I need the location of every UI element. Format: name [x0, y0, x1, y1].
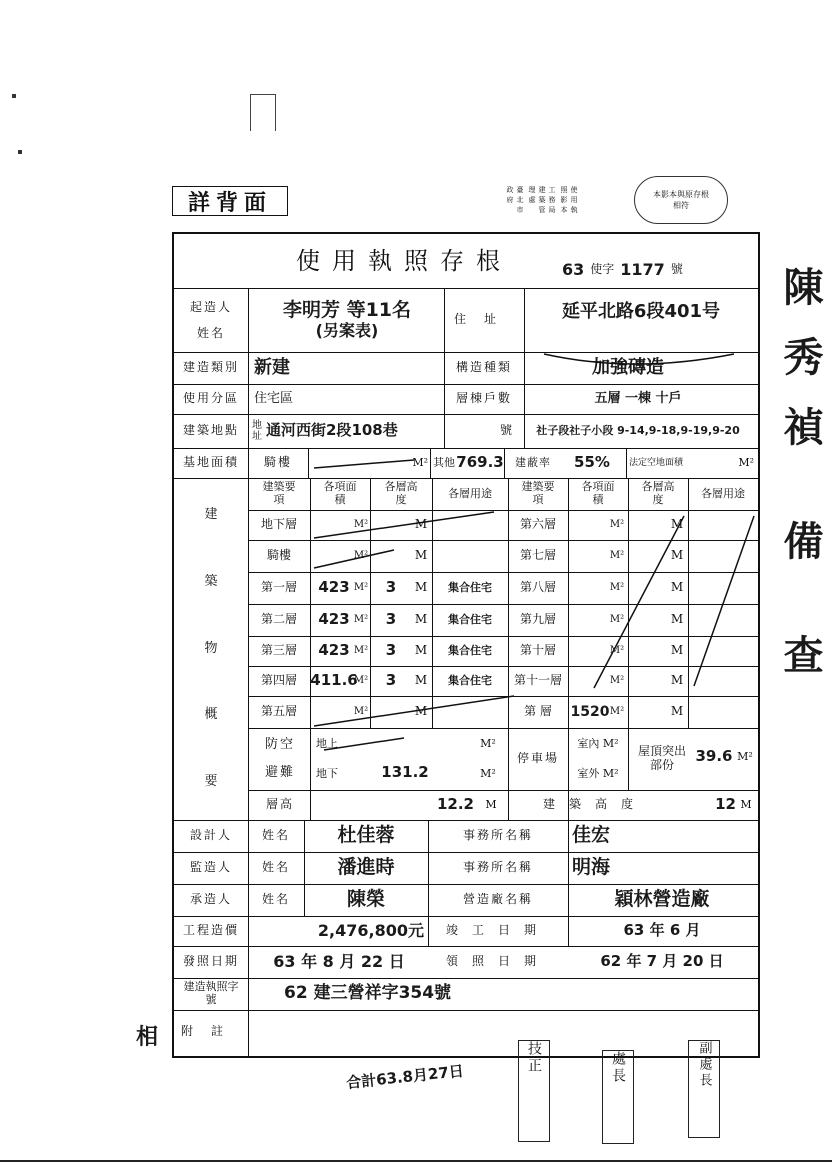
parking-label: 停車場	[516, 751, 559, 766]
floor-name-left: 第一層	[260, 580, 297, 595]
floor-area-unit-right: M²	[609, 582, 625, 594]
floor-area-unit-left: M²	[353, 582, 369, 594]
floor-height-left: 3	[385, 578, 397, 597]
header-item-right: 建築要項	[521, 480, 555, 506]
license-form	[172, 232, 760, 1058]
floor-area-unit-left: M²	[353, 675, 369, 687]
floor-height-unit-right: M	[670, 580, 684, 595]
floor-area-unit-right: M²	[609, 645, 625, 657]
floor-use-left: 集合住宅	[448, 643, 492, 657]
form-title: 使用執照存根	[296, 247, 512, 276]
designer-office: 佳宏	[572, 824, 611, 847]
site-no-label: 號	[499, 423, 514, 438]
floor-height-unit-left: M	[414, 612, 428, 627]
cost-value: 2,476,800元	[317, 920, 424, 940]
floor-name-left: 地下層	[260, 517, 297, 532]
other-value: 769.3	[456, 453, 504, 472]
completion-value: 63 年 6 月	[623, 921, 701, 940]
site-lot: 社子段社子小段 9-14,9-18,9-19,9-20	[536, 423, 740, 437]
header-item: 建築要項	[262, 480, 296, 506]
arcade-label: 騎樓	[263, 455, 292, 470]
roof-label: 屋頂突出部份	[637, 744, 686, 772]
contractor-office: 穎林營造廠	[614, 888, 710, 911]
shelter-above-unit: M²	[480, 736, 496, 750]
floor-area-unit-left: M²	[353, 519, 369, 531]
floor-area-unit-right: M²	[609, 550, 625, 562]
stamp-header: 詳背面	[172, 186, 288, 216]
floor-name-left: 第二層	[260, 612, 297, 627]
supervisor-name-label: 姓名	[261, 860, 290, 875]
floor-height-left: 3	[385, 610, 397, 629]
floor-height-unit-right: M	[670, 643, 684, 658]
contractor-office-label: 營造廠名稱	[462, 892, 533, 907]
building-height-label: 建築高度	[542, 797, 647, 812]
header-use-right: 各層用途	[701, 486, 745, 500]
floor-area-left: 411.6	[310, 671, 358, 690]
issue-value: 63 年 8 月 22 日	[273, 951, 405, 971]
header-height: 各層高度	[384, 480, 418, 506]
category-value: 新建	[254, 356, 290, 378]
floor-height-left: 3	[385, 671, 397, 690]
bottom-stamp-1: 技正	[518, 1040, 550, 1142]
coverage-label: 建蔽率	[515, 455, 551, 469]
building-height-value: 12	[715, 795, 736, 814]
building-summary-label: 建 築 物 概 要	[204, 506, 218, 790]
header-use: 各層用途	[448, 486, 492, 500]
floor-area-left: 423	[318, 641, 350, 660]
shelter-label: 防空避難	[265, 737, 296, 780]
top-mark	[250, 94, 276, 131]
legal-open-label: 法定空地面積	[628, 457, 683, 468]
floor-name-left: 騎樓	[266, 548, 291, 563]
supervisor-office: 明海	[572, 856, 611, 879]
floor-height-unit-left: M	[414, 548, 428, 563]
roof-value: 39.6	[695, 747, 733, 766]
floor-height-unit-right: M	[670, 548, 684, 563]
shelter-above: 地上	[316, 736, 338, 750]
designer-role: 設計人	[189, 828, 232, 843]
issue-label: 發照日期	[182, 954, 239, 969]
floor-height-unit-left: M	[414, 704, 428, 719]
contractor-name-label: 姓名	[261, 892, 290, 907]
structure-label: 構造種類	[455, 360, 512, 375]
top-right-note: 臺北市政府 工務局建築管理處 使用執照影本	[506, 186, 578, 216]
designer-office-label: 事務所名稱	[462, 828, 533, 843]
structure-value: 加強磚造	[592, 356, 664, 378]
floor-name-left: 第三層	[260, 643, 297, 658]
floor-area-right: 1520	[570, 703, 610, 720]
floor-height-unit-right: M	[670, 517, 684, 532]
builder-name: 李明芳 等11名 (另案表)	[282, 298, 412, 340]
floor-height-unit-left: M	[414, 580, 428, 595]
floor-name-right: 第十層	[519, 643, 556, 658]
shelter-below-value: 131.2	[381, 763, 429, 782]
contractor-name: 陳榮	[346, 888, 385, 911]
floor-name-right: 第八層	[519, 580, 556, 595]
floor-area-unit-left: M²	[353, 645, 369, 657]
floor-height-unit-left: M	[414, 673, 428, 688]
floor-area-unit-right: M²	[609, 614, 625, 626]
site-sub: 地址	[252, 419, 262, 442]
floors-units-label: 層棟戶數	[455, 391, 512, 406]
floor-area-unit-right: M²	[609, 519, 625, 531]
base-area-label: 基地面積	[182, 455, 239, 470]
floor-area-unit-left: M²	[353, 550, 369, 562]
floor-height-unit-right: M	[670, 704, 684, 719]
cost-label: 工程造價	[182, 923, 239, 938]
bottom-stamp-2: 處長	[602, 1050, 634, 1144]
address-label: 住址	[453, 312, 514, 327]
floor-use-left: 集合住宅	[448, 673, 492, 687]
shelter-below-unit: M²	[480, 766, 496, 780]
supervisor-office-label: 事務所名稱	[462, 860, 533, 875]
designer-name: 杜佳蓉	[337, 824, 395, 847]
header-area-right: 各項面積	[581, 480, 615, 506]
floor-name-right: 第 層	[524, 704, 552, 719]
floor-name-right: 第十一層	[513, 673, 562, 688]
bottom-handwriting: 合計63.8月27日	[345, 1061, 465, 1093]
floor-area-unit-left: M²	[353, 706, 369, 718]
floor-name-left: 第五層	[260, 704, 297, 719]
floor-area-unit-right: M²	[609, 675, 625, 687]
floor-use-left: 集合住宅	[448, 580, 492, 594]
site-address: 通河西街2段108巷	[266, 421, 398, 440]
contractor-role: 承造人	[189, 892, 232, 907]
floor-height-unit-left: M	[414, 643, 428, 658]
floor-height-unit-left: M	[414, 517, 428, 532]
completion-label: 竣工日期	[445, 923, 550, 938]
receive-value: 62 年 7 月 20 日	[600, 952, 724, 971]
floor-use-left: 集合住宅	[448, 612, 492, 626]
use-zone-label: 使用分區	[182, 391, 239, 406]
floor-area-unit-right: M²	[609, 706, 625, 718]
floor-name-left: 第四層	[260, 673, 297, 688]
shelter-below: 地下	[316, 766, 338, 780]
site-label: 建築地點	[182, 423, 239, 438]
floor-area-left: 423	[318, 578, 350, 597]
supervisor-role: 監造人	[189, 860, 232, 875]
right-margin-writing: 陳秀禎 備 查	[777, 266, 823, 704]
story-height-value: 12.2	[436, 795, 474, 814]
builder-label: 起造人姓名	[189, 300, 232, 340]
coverage-value: 55%	[574, 453, 610, 472]
parking-indoor: 室內 M²	[577, 736, 619, 750]
category-label: 建造類別	[182, 360, 239, 375]
roof-unit: M²	[737, 749, 753, 763]
floor-height-left: 3	[385, 641, 397, 660]
header-area: 各項面積	[323, 480, 357, 506]
top-right-circle: 本影本與原存根 相符	[634, 176, 728, 224]
floor-area-left: 423	[318, 610, 350, 629]
story-height-label: 層高	[265, 797, 294, 812]
other-label: 其他	[433, 455, 455, 469]
designer-name-label: 姓名	[261, 828, 290, 843]
story-height-unit: M	[485, 797, 497, 811]
receive-label: 領照日期	[445, 954, 550, 969]
floor-name-right: 第七層	[519, 548, 556, 563]
permit-label: 建造執照字號	[183, 980, 239, 1006]
floor-name-right: 第九層	[519, 612, 556, 627]
use-zone-value: 住宅區	[254, 390, 294, 406]
header-height-right: 各層高度	[641, 480, 675, 506]
license-no: 63 使字 1177 號	[562, 259, 683, 279]
supervisor-name: 潘進時	[337, 856, 395, 879]
floor-height-unit-right: M	[670, 673, 684, 688]
arcade-unit: M²	[412, 455, 428, 469]
floor-height-unit-right: M	[670, 612, 684, 627]
floors-units-value: 五層 一棟 十戶	[594, 390, 682, 406]
address-value: 延平北路6段401号	[561, 300, 721, 322]
parking-outdoor: 室外 M²	[577, 766, 619, 780]
left-margin-mark: 相	[136, 1025, 159, 1050]
building-height-unit: M	[740, 797, 752, 811]
floor-name-right: 第六層	[519, 517, 556, 532]
legal-open-unit: M²	[738, 455, 754, 469]
notes-label: 附註	[180, 1024, 241, 1039]
floor-area-unit-left: M²	[353, 614, 369, 626]
bottom-stamp-3: 副處長	[688, 1040, 720, 1138]
permit-value: 62 建三營祥字354號	[284, 983, 452, 1004]
